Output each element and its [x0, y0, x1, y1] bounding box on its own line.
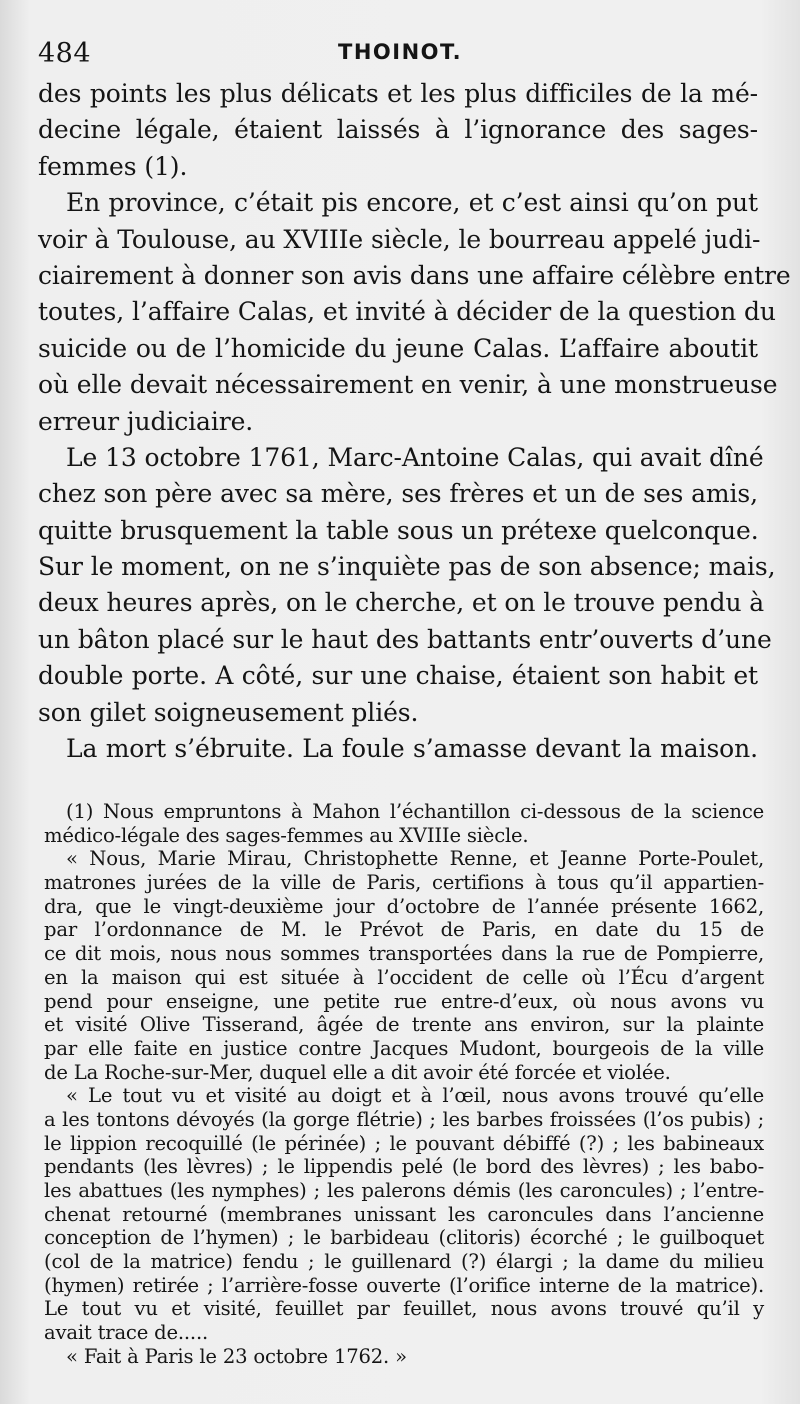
footnote-line: chenat retourné (membranes unissant les caroncules dans l’ancienne	[44, 1202, 764, 1226]
footnote	[44, 800, 764, 1369]
page-header	[38, 34, 760, 78]
text-line: chez son père avec sa mère, ses frères et un de ses amis,	[38, 479, 758, 509]
footnote-line: « Fait à Paris le 23 octobre 1762. »	[66, 1344, 407, 1368]
text-line: voir à Toulouse, au XVIIIe siècle, le bourreau appelé judi-	[38, 224, 761, 254]
footnote-line: dra, que le vingt-deuxième jour d’octobre de l’année présente 1662,	[44, 894, 764, 918]
text-line: femmes (1).	[38, 151, 188, 181]
running-head: THOINOT.	[338, 40, 463, 64]
footnote-line: (hymen) retirée ; l’arrière-fosse ouverte (l’orifice interne de la matrice).	[44, 1273, 764, 1297]
text-line: un bâton placé sur le haut des battants entr’ouverts d’une	[38, 624, 772, 654]
text-line: Le 13 octobre 1761, Marc-Antoine Calas, qui avait dîné	[66, 442, 764, 472]
footnote-line: de La Roche-sur-Mer, duquel elle a dit avoir été forcée et violée.	[44, 1060, 671, 1084]
footnote-line: ce dit mois, nous nous sommes transportées dans la rue de Pompierre,	[44, 942, 764, 966]
page-number: 484	[38, 38, 92, 69]
footnote-line: par l’ordonnance de M. le Prévot de Paris, en date du 15 de	[44, 918, 764, 942]
footnote-line: « Nous, Marie Mirau, Christophette Renne, et Jeanne Porte-Poulet,	[66, 847, 764, 871]
text-line: ciairement à donner son avis dans une affaire célèbre entre	[38, 260, 791, 290]
footnote-line: par elle faite en justice contre Jacques Mudont, bourgeois de la ville	[44, 1036, 764, 1060]
text-line: son gilet soigneusement pliés.	[38, 697, 419, 727]
text-line: des points les plus délicats et les plus difficiles de la mé-	[38, 79, 758, 108]
text-line: La mort s’ébruite. La foule s’amasse devant la maison.	[66, 734, 758, 764]
footnote-line: Le tout vu et visité, feuillet par feuillet, nous avons trouvé qu’il y	[44, 1297, 764, 1321]
text-line: decine légale, étaient laissés à l’ignorance des sages-	[38, 115, 758, 145]
text-line: En province, c’était pis encore, et c’est ainsi qu’on put	[66, 188, 758, 218]
main-text	[38, 76, 791, 767]
footnote-line: pend pour enseigne, une petite rue entre-d’eux, où nous avons vu	[44, 989, 764, 1013]
text-line: erreur judiciaire.	[38, 406, 254, 436]
footnote-line: « Le tout vu et visité au doigt et à l’œil, nous avons trouvé qu’elle	[66, 1084, 764, 1108]
footnote-line: conception de l’hymen) ; le barbideau (clitoris) écorché ; le guilboquet	[44, 1226, 764, 1250]
footnote-line: pendants (les lèvres) ; le lippendis pelé (le bord des lèvres) ; les babo-	[44, 1155, 764, 1179]
footnote-line: a les tontons dévoyés (la gorge flétrie) ; les barbes froissées (l’os pubis) ;	[44, 1107, 764, 1131]
text-line: deux heures après, on le cherche, et on le trouve pendu à	[38, 588, 765, 618]
text-line: double porte. A côté, sur une chaise, étaient son habit et	[38, 661, 758, 691]
text-line: quitte brusquement la table sous un prétexe quelconque.	[38, 515, 759, 545]
text-line: où elle devait nécessairement en venir, à une monstrueuse	[38, 370, 778, 400]
footnote-line: en la maison qui est située à l’occident de celle où l’Écu d’argent	[44, 965, 764, 989]
text-line: Sur le moment, on ne s’inquiète pas de son absence; mais,	[38, 552, 776, 582]
footnote-line: (col de la matrice) fendu ; le guillenard (?) élargi ; la dame du milieu	[44, 1250, 764, 1274]
text-line: suicide ou de l’homicide du jeune Calas. L’affaire aboutit	[38, 333, 758, 363]
footnote-line: médico-légale des sages-femmes au XVIIIe siècle.	[44, 823, 529, 847]
footnote-line: avait trace de.....	[44, 1321, 209, 1345]
footnote-line: les abattues (les nymphes) ; les palerons démis (les caroncules) ; l’entre-	[44, 1179, 764, 1202]
footnote-line: et visité Olive Tisserand, âgée de trente ans environ, sur la plainte	[44, 1013, 764, 1037]
footnote-line: (1) Nous empruntons à Mahon l’échantillon ci-dessous de la science	[66, 800, 764, 823]
footnote-line: matrones jurées de la ville de Paris, certifions à tous qu’il appartien-	[44, 871, 764, 895]
footnote-line: le lippion recoquillé (le périnée) ; le pouvant débiffé (?) ; les babineaux	[44, 1131, 764, 1155]
text-line: toutes, l’affaire Calas, et invité à décider de la question du	[38, 297, 776, 327]
